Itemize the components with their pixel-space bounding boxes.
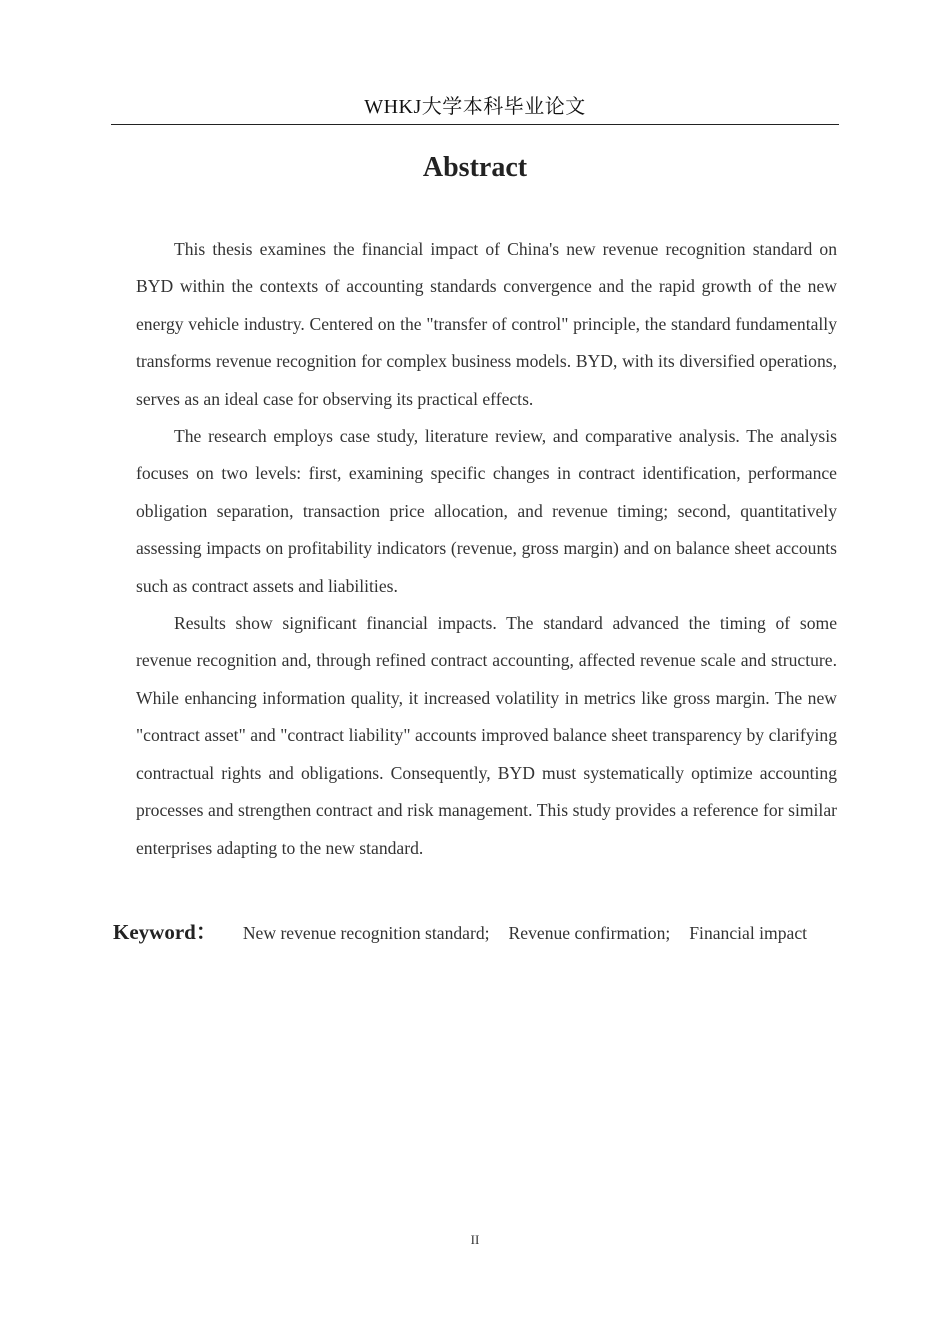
header-rule xyxy=(111,124,839,125)
abstract-body xyxy=(136,231,837,867)
keyword-item: Financial impact xyxy=(689,923,808,943)
running-header: WHKJ大学本科毕业论文 xyxy=(364,96,586,118)
page-number: II xyxy=(470,1232,480,1247)
keywords-line xyxy=(113,909,837,957)
keyword-item: Revenue confirmation; xyxy=(508,923,671,943)
abstract-paragraph: This thesis examines the financial impact of China's new revenue recognition standard on BYD within the contexts of accounting standards convergence and the rapid growth of the new energy vehicle industry. Centered on the "transfer of control" principle, the standard fundamentally transforms revenue recognition for complex business models. BYD, with its diversified operations, serves as an ideal case for observing its practical effects. xyxy=(136,239,837,409)
abstract-paragraph: The research employs case study, literature review, and comparative analysis. The analysis focuses on two levels: first, examining specific changes in contract identification, performance obligation separation, transaction price allocation, and revenue timing; second, quantitatively assessing impacts on profitability indicators (revenue, gross margin) and on balance sheet accounts such as contract assets and liabilities. xyxy=(136,426,837,596)
abstract-title: Abstract xyxy=(422,152,528,183)
keywords-label: Keyword： xyxy=(113,920,217,944)
keyword-item: New revenue recognition standard; xyxy=(242,923,490,943)
abstract-paragraph: Results show significant financial impacts. The standard advanced the timing of some revenue recognition and, through refined contract accounting, affected revenue scale and structure. While enhancing information quality, it increased volatility in metrics like gross margin. The new "contract asset" and "contract liability" accounts improved balance sheet transparency by clarifying contractual rights and obligations. Consequently, BYD must systematically optimize accounting processes and strengthen contract and risk management. This study provides a reference for similar enterprises adapting to the new standard. xyxy=(136,613,837,858)
